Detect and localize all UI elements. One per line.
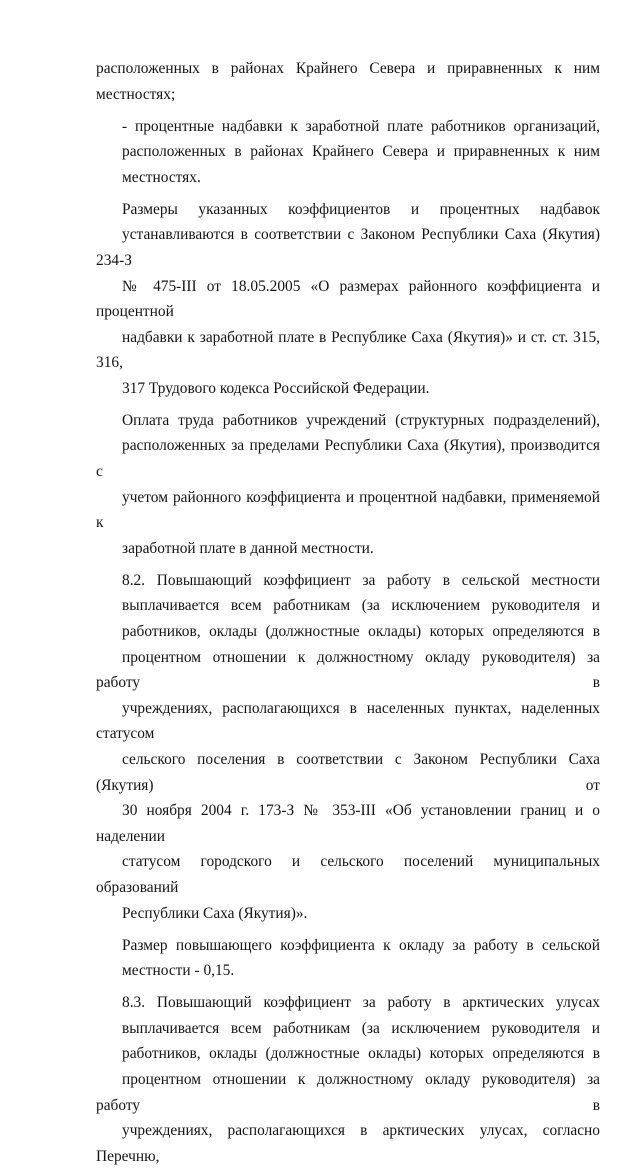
text-line: устанавливаются в соответствии с Законом Республики Саха (Якутия) 234-З <box>96 226 600 269</box>
text-line: местности - 0,15. <box>122 962 235 980</box>
text-line: сельского поселения в соответствии с Законом Республики Саха (Якутия) от <box>96 751 600 794</box>
text-line: выплачивается всем работникам (за исключением руководителя и <box>122 597 600 615</box>
document-paragraph <box>96 568 600 926</box>
text-line: расположенных за пределами Республики Саха (Якутия), производится с <box>96 437 600 481</box>
text-line: - процентные надбавки к заработной плате работников организаций, <box>122 117 600 135</box>
text-line: местностях. <box>122 168 201 186</box>
document-paragraph <box>96 56 600 107</box>
text-line: 317 Трудового кодекса Российской Федерации. <box>122 379 430 397</box>
text-line: работников, оклады (должностные оклады) которых определяются в <box>122 623 600 641</box>
text-line: 8.2. Повышающий коэффициент за работу в сельской местности <box>122 571 600 589</box>
text-line: № 475-III от 18.05.2005 «О размерах районного коэффициента и процентной <box>96 277 600 321</box>
text-line: надбавки к заработной плате в Республике Саха (Якутия)» и ст. ст. 315, 316, <box>96 328 600 372</box>
document-paragraph <box>96 990 600 1169</box>
text-line: работников, оклады (должностные оклады) которых определяются в <box>122 1045 600 1063</box>
text-line: Оплата труда работников учреждений (структурных подразделений), <box>122 411 600 429</box>
text-line: учреждениях, располагающихся в населенных пунктах, наделенных статусом <box>96 699 600 743</box>
text-line: статусом городского и сельского поселений муниципальных образований <box>96 853 600 896</box>
text-line: Республики Саха (Якутия)». <box>122 904 308 922</box>
text-line: расположенных в районах Крайнего Севера и приравненных к ним <box>122 143 600 161</box>
text-line: 8.3. Повышающий коэффициент за работу в арктических улусах <box>122 994 600 1012</box>
document-paragraph <box>96 197 600 402</box>
text-line: расположенных в районах Крайнего Севера и приравненных к ним <box>96 60 600 77</box>
document-paragraph <box>96 933 600 984</box>
text-line: Размер повышающего коэффициента к окладу за работу в сельской <box>122 936 600 954</box>
text-line: процентном отношении к должностному окладу руководителя) за работу в <box>96 1070 600 1114</box>
text-line: учреждениях, располагающихся в арктических улусах, согласно Перечню, <box>96 1122 600 1165</box>
document-paragraph <box>96 114 600 191</box>
text-line: заработной плате в данной местности. <box>122 539 374 557</box>
text-line: учетом районного коэффициента и процентной надбавки, применяемой к <box>96 488 600 532</box>
text-line: 30 ноября 2004 г. 173-З № 353-III «Об установлении границ и о наделении <box>96 802 600 845</box>
text-line: Размеры указанных коэффициентов и процентных надбавок <box>122 200 600 218</box>
text-line: выплачивается всем работникам (за исключением руководителя и <box>122 1019 600 1037</box>
text-line: процентном отношении к должностному окладу руководителя) за работу в <box>96 648 600 692</box>
document-paragraph <box>96 408 600 562</box>
text-line: местностях; <box>96 85 176 103</box>
